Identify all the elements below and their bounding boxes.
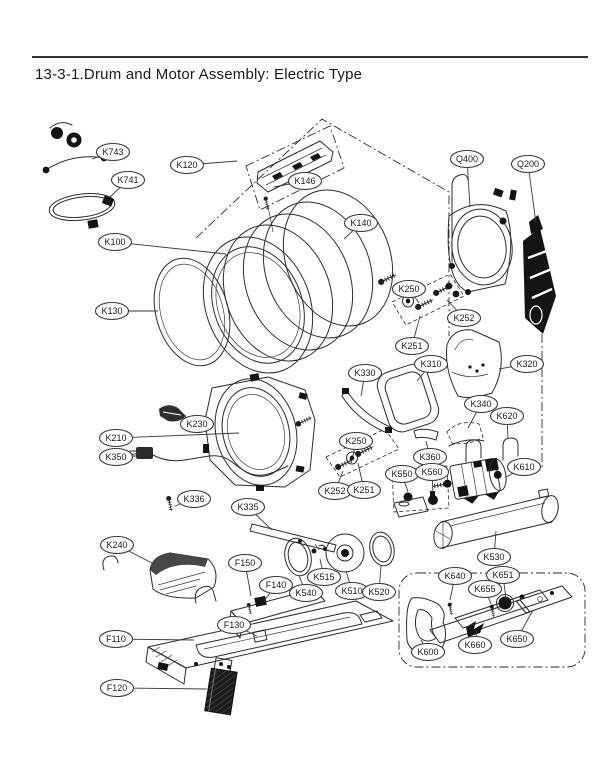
part-callout-Q400 xyxy=(451,151,484,208)
drum xyxy=(184,174,411,389)
outlet-duct-box xyxy=(103,556,325,642)
part-callout-K320 xyxy=(499,356,544,373)
part-code: F120 xyxy=(106,683,128,693)
rear-grille xyxy=(523,215,556,334)
part-callout-K743 xyxy=(92,144,130,161)
part-code: K340 xyxy=(470,399,492,409)
part-code: F110 xyxy=(106,634,126,644)
part-code: K320 xyxy=(516,359,538,369)
part-callout-F120 xyxy=(101,680,208,697)
part-code: K560 xyxy=(421,467,443,477)
front-seal-ring xyxy=(142,249,242,375)
part-callout-K100 xyxy=(99,234,227,255)
front-support-clip xyxy=(159,405,186,421)
support-strip xyxy=(250,524,336,552)
part-code: K510 xyxy=(341,586,363,596)
part-callout-K252 xyxy=(319,471,352,500)
part-code: K130 xyxy=(101,306,123,316)
part-labels xyxy=(92,144,545,697)
part-code: K620 xyxy=(496,411,518,421)
part-code: K650 xyxy=(506,634,528,644)
part-code: F150 xyxy=(234,558,256,568)
part-callout-K120 xyxy=(171,157,238,174)
part-code: F140 xyxy=(265,580,287,590)
part-callout-K310 xyxy=(415,356,448,382)
rear-drum-support xyxy=(447,175,517,295)
page-title: 13-3-1.Drum and Motor Assembly: Electric Type xyxy=(35,66,363,83)
part-code: Q200 xyxy=(516,159,540,169)
part-callout-K650 xyxy=(501,610,534,648)
part-code: K250 xyxy=(398,284,420,294)
part-code: K336 xyxy=(183,494,205,504)
part-code: K530 xyxy=(483,552,505,562)
part-callout-K240 xyxy=(101,537,153,564)
part-code: K210 xyxy=(105,433,127,443)
part-callout-K140 xyxy=(344,215,378,240)
blower-wheel xyxy=(326,534,364,572)
part-code: K100 xyxy=(104,237,126,247)
part-callout-K130 xyxy=(96,303,159,320)
part-callout-K251 xyxy=(396,316,429,355)
blower-seal-ring xyxy=(281,536,314,579)
base-duct-assembly xyxy=(146,601,393,684)
part-code: K515 xyxy=(313,572,335,582)
part-callout-K520 xyxy=(363,566,396,601)
idler-pulley xyxy=(50,123,82,148)
part-callout-F150 xyxy=(229,555,262,597)
part-code: K540 xyxy=(295,588,317,598)
ground-screw xyxy=(166,495,174,511)
part-code: K360 xyxy=(419,452,441,462)
part-code: K310 xyxy=(420,359,442,369)
part-code: Q400 xyxy=(455,154,479,164)
part-code: K252 xyxy=(453,313,475,323)
part-code: K230 xyxy=(186,419,208,429)
part-code: K610 xyxy=(513,462,535,472)
part-callout-K620 xyxy=(491,408,524,440)
part-code: K640 xyxy=(444,571,466,581)
part-code: K250 xyxy=(345,436,367,446)
part-callout-K336 xyxy=(175,491,211,508)
part-callout-K610 xyxy=(506,459,541,478)
part-code: K655 xyxy=(474,584,496,594)
part-callout-K330 xyxy=(349,365,382,397)
part-code: K350 xyxy=(105,452,127,462)
part-code: K660 xyxy=(464,640,486,650)
part-code: K251 xyxy=(353,485,375,495)
part-callout-F130 xyxy=(218,617,258,637)
part-code: F130 xyxy=(223,620,245,630)
duct-tube xyxy=(432,489,560,550)
thermostat-plate xyxy=(447,423,484,446)
part-callout-K230 xyxy=(181,416,214,433)
part-code: K520 xyxy=(368,587,390,597)
part-code: K120 xyxy=(176,160,198,170)
part-code: K146 xyxy=(294,176,316,186)
part-code: K550 xyxy=(391,469,413,479)
leader-line xyxy=(116,433,239,438)
part-callout-Q200 xyxy=(512,156,545,224)
part-callout-K530 xyxy=(478,531,511,566)
part-callout-K252 xyxy=(447,300,481,327)
drive-belt xyxy=(48,190,117,229)
part-code: K743 xyxy=(102,147,124,157)
lint-filter xyxy=(205,658,237,715)
part-callout-K515 xyxy=(308,559,341,586)
part-callout-K560 xyxy=(416,464,449,494)
part-code: K330 xyxy=(354,368,376,378)
part-callout-K741 xyxy=(110,172,145,198)
part-code: K252 xyxy=(324,486,346,496)
assembly-guides xyxy=(196,119,585,667)
part-code: K651 xyxy=(492,570,514,580)
part-code: K240 xyxy=(106,540,128,550)
part-code: K140 xyxy=(350,218,372,228)
part-callout-K550 xyxy=(386,466,419,493)
part-code: K335 xyxy=(237,502,259,512)
lint-chute-cover xyxy=(150,553,216,598)
part-callout-K251 xyxy=(348,463,381,499)
part-callout-K360 xyxy=(414,441,447,466)
part-code: K741 xyxy=(117,175,139,185)
part-callout-F110 xyxy=(100,631,195,648)
part-code: K251 xyxy=(401,341,423,351)
blower-ring xyxy=(367,530,398,568)
part-callout-K640 xyxy=(439,568,472,601)
part-code: K600 xyxy=(417,647,439,657)
heater-housing xyxy=(446,330,501,398)
